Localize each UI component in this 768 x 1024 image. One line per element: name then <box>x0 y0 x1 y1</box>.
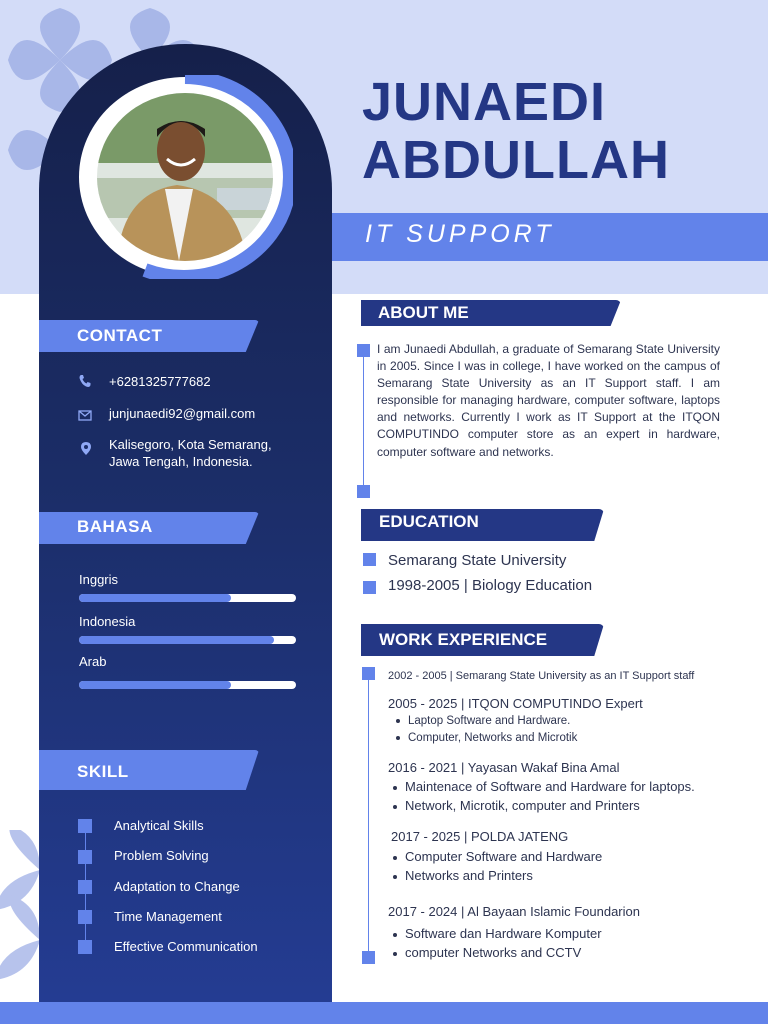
work-timeline <box>368 674 369 958</box>
email-address[interactable]: junjunaedi92@gmail.com <box>109 406 256 421</box>
address-line-1: Kalisegoro, Kota Semarang, <box>109 437 272 452</box>
work-bullet <box>405 926 602 941</box>
language-bar-fill <box>79 636 274 644</box>
skill-marker <box>78 910 92 924</box>
about-timeline <box>363 349 364 491</box>
language-label: Inggris <box>79 572 119 587</box>
work-bullet <box>408 715 570 727</box>
work-bullet-text: Network, Microtik, computer and Printers <box>405 798 640 813</box>
work-entry-title: 2017 - 2025 | POLDA JATENG <box>391 829 569 844</box>
language-bar-fill <box>79 681 231 689</box>
first-name: JUNAEDI <box>362 72 607 132</box>
language-label: Arab <box>79 654 107 669</box>
skill-marker <box>78 880 92 894</box>
work-marker-bottom <box>362 951 375 964</box>
job-title: IT SUPPORT <box>365 220 555 248</box>
work-bullet-text: Networks and Printers <box>405 868 533 883</box>
work-bullet <box>408 732 577 744</box>
last-name: ABDULLAH <box>362 130 670 190</box>
work-marker-top <box>362 667 375 680</box>
skill-item: Adaptation to Change <box>114 879 240 894</box>
work-bullet <box>405 868 533 883</box>
work-bullet <box>405 849 602 864</box>
work-bullet-text: computer Networks and CCTV <box>405 945 582 960</box>
work-entry-title: 2016 - 2021 | Yayasan Wakaf Bina Amal <box>388 760 620 775</box>
work-bullet-text: Computer Software and Hardware <box>405 849 603 864</box>
work-heading: WORK EXPERIENCE <box>379 630 548 649</box>
education-marker <box>363 553 376 566</box>
about-marker-top <box>357 344 370 357</box>
skill-item: Time Management <box>114 909 222 924</box>
about-marker-bottom <box>357 485 370 498</box>
education-marker <box>363 581 376 594</box>
skill-header-bg <box>39 750 259 790</box>
about-text: I am Junaedi Abdullah, a graduate of Semarang State University in 2005. Since I was in college, I have worked on the campus of Semarang State University as an IT Support staff. I am responsible for managing hardware, computer software, laptops and networks. Currently I work as IT Support at the ITQON COMPUTINDO computer store as an expert in hardware, computer software and networks. <box>377 342 720 459</box>
bahasa-heading: BAHASA <box>77 517 153 536</box>
skill-item: Effective Communication <box>114 939 258 954</box>
work-entry-title: 2005 - 2025 | ITQON COMPUTINDO Expert <box>388 696 643 711</box>
language-label: Indonesia <box>79 614 136 629</box>
work-bullet <box>405 945 581 960</box>
education-school: Semarang State University <box>388 552 567 569</box>
mail-icon <box>78 408 92 422</box>
education-heading: EDUCATION <box>379 512 479 531</box>
address <box>109 436 272 470</box>
skill-marker <box>78 819 92 833</box>
person-name <box>362 73 762 189</box>
phone-icon <box>78 374 92 388</box>
location-pin-icon <box>79 441 93 455</box>
skill-marker <box>78 940 92 954</box>
work-bullet-text: Computer, Networks and Microtik <box>408 732 578 744</box>
work-entry: 2002 - 2005 | Semarang State University as an IT Support staff <box>388 670 695 682</box>
language-bar-fill <box>79 594 231 602</box>
work-bullet-text: Maintenace of Software and Hardware for laptops. <box>405 779 695 794</box>
skill-heading: SKILL <box>77 762 129 781</box>
work-bullet <box>405 798 640 813</box>
work-bullet <box>405 779 695 794</box>
bottom-bar <box>0 1002 768 1024</box>
address-line-2: Jawa Tengah, Indonesia. <box>109 454 253 469</box>
work-bullet-text: Laptop Software and Hardware. <box>408 715 571 727</box>
about-heading: ABOUT ME <box>378 303 469 322</box>
skill-item: Analytical Skills <box>114 818 204 833</box>
skill-item: Problem Solving <box>114 848 209 863</box>
skill-marker <box>78 850 92 864</box>
profile-photo <box>97 93 273 261</box>
work-entry-title: 2017 - 2024 | Al Bayaan Islamic Foundarion <box>388 904 640 919</box>
phone-number[interactable]: +6281325777682 <box>109 374 211 389</box>
education-detail: 1998-2005 | Biology Education <box>388 577 593 594</box>
contact-heading: CONTACT <box>77 326 163 345</box>
work-bullet-text: Software dan Hardware Komputer <box>405 926 602 941</box>
